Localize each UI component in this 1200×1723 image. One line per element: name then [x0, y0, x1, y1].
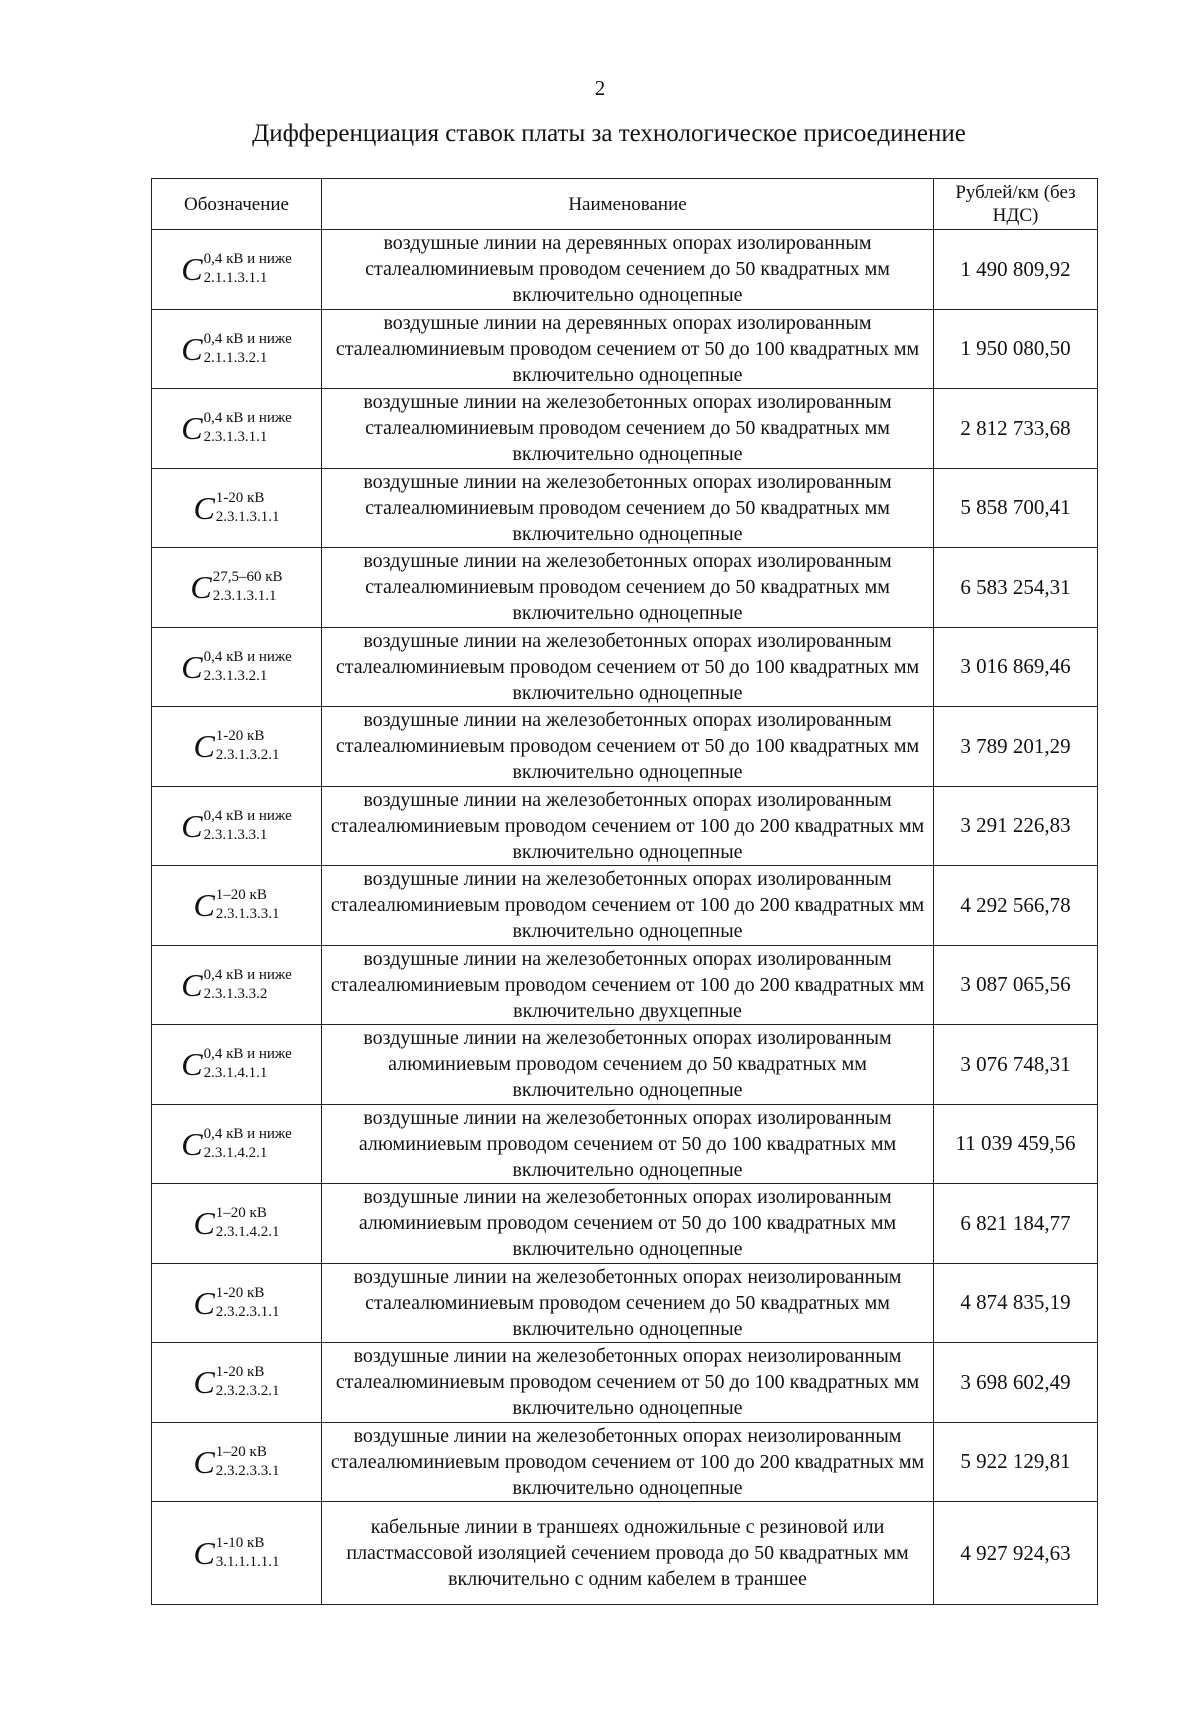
symbol-subscript: 2.3.1.3.1.1: [212, 588, 277, 605]
rate-symbol: [181, 332, 292, 366]
table-row: [152, 548, 1098, 628]
document-title: Дифференциация ставок платы за технологическое присоединение: [252, 120, 966, 147]
price-cell: 4 292 566,78: [934, 866, 1098, 946]
rate-symbol: [181, 252, 292, 286]
description-cell: воздушные линии на железобетонных опорах изолированным сталеалюминиевым проводом сечением от 100 до 200 квадратных мм включительно одноцепные: [322, 866, 934, 946]
symbol-superscript: 0,4 кВ и ниже: [203, 648, 292, 665]
symbol-superscript: 0,4 кВ и ниже: [203, 410, 292, 427]
table-row: [152, 1025, 1098, 1105]
rate-symbol: [181, 1127, 292, 1161]
symbol-letter: C: [193, 1364, 215, 1401]
rate-symbol: [181, 411, 292, 445]
header-designation: Обозначение: [152, 179, 322, 230]
page-number: 2: [594, 76, 606, 100]
designation-cell: [152, 945, 322, 1025]
table-row: [152, 627, 1098, 707]
designation-cell: [152, 468, 322, 548]
rate-symbol: [181, 650, 292, 684]
symbol-subscript: 2.3.1.3.2.1: [215, 747, 280, 764]
symbol-subscript: 2.3.1.4.2.1: [215, 1224, 280, 1241]
designation-cell: [152, 1343, 322, 1423]
symbol-letter: C: [181, 648, 203, 685]
description-cell: воздушные линии на железобетонных опорах изолированным алюминиевым проводом сечением до 50 квадратных мм включительно одноцепные: [322, 1025, 934, 1105]
description-cell: воздушные линии на железобетонных опорах изолированным алюминиевым проводом сечением от 50 до 100 квадратных мм включительно одноцепные: [322, 1104, 934, 1184]
symbol-subscript: 2.3.1.3.1.1: [203, 429, 268, 446]
symbol-superscript: 27,5–60 кВ: [212, 569, 283, 586]
symbol-subscript: 2.3.1.4.1.1: [203, 1065, 268, 1082]
description-cell: кабельные линии в траншеях одножильные с резиновой или пластмассовой изоляцией сечением провода до 50 квадратных мм включительно с одним кабелем в траншее: [322, 1502, 934, 1605]
designation-cell: [152, 309, 322, 389]
price-cell: 5 858 700,41: [934, 468, 1098, 548]
symbol-letter: C: [181, 1125, 203, 1162]
table-row: [152, 1184, 1098, 1264]
description-cell: воздушные линии на деревянных опорах изолированным сталеалюминиевым проводом сечением от 50 до 100 квадратных мм включительно одноцепные: [322, 309, 934, 389]
price-cell: 3 087 065,56: [934, 945, 1098, 1025]
rate-symbol: [193, 1536, 279, 1570]
rates-table: [151, 178, 1098, 1605]
symbol-subscript: 2.3.2.3.3.1: [215, 1462, 280, 1479]
symbol-letter: C: [181, 410, 203, 447]
symbol-subscript: 2.1.1.3.2.1: [203, 349, 268, 366]
rate-symbol: [181, 968, 292, 1002]
designation-cell: [152, 627, 322, 707]
symbol-letter: C: [193, 887, 215, 924]
designation-cell: [152, 548, 322, 628]
symbol-superscript: 0,4 кВ и ниже: [203, 1046, 292, 1063]
designation-cell: [152, 786, 322, 866]
symbol-letter: C: [193, 1535, 215, 1571]
description-cell: воздушные линии на железобетонных опорах неизолированным сталеалюминиевым проводом сечением от 50 до 100 квадратных мм включительно одноцепные: [322, 1343, 934, 1423]
symbol-letter: C: [193, 1284, 215, 1321]
description-cell: воздушные линии на железобетонных опорах изолированным сталеалюминиевым проводом сечением до 50 квадратных мм включительно одноцепные: [322, 468, 934, 548]
symbol-superscript: 1–20 кВ: [215, 1443, 267, 1460]
symbol-letter: C: [181, 1046, 203, 1083]
designation-cell: [152, 230, 322, 310]
description-cell: воздушные линии на железобетонных опорах изолированным сталеалюминиевым проводом сечением от 100 до 200 квадратных мм включительно одноцепные: [322, 786, 934, 866]
rate-symbol: [193, 1445, 279, 1479]
description-cell: воздушные линии на железобетонных опорах изолированным сталеалюминиевым проводом сечением до 50 квадратных мм включительно одноцепные: [322, 548, 934, 628]
description-cell: воздушные линии на железобетонных опорах изолированным алюминиевым проводом сечением от 50 до 100 квадратных мм включительно одноцепные: [322, 1184, 934, 1264]
rate-symbol: [181, 1047, 292, 1081]
description-cell: воздушные линии на железобетонных опорах неизолированным сталеалюминиевым проводом сечением до 50 квадратных мм включительно одноцепные: [322, 1263, 934, 1343]
symbol-subscript: 2.3.1.3.3.1: [215, 906, 280, 923]
designation-cell: [152, 389, 322, 469]
symbol-subscript: 2.3.2.3.1.1: [215, 1303, 280, 1320]
price-cell: 3 076 748,31: [934, 1025, 1098, 1105]
symbol-letter: C: [181, 251, 203, 288]
symbol-letter: C: [193, 728, 215, 765]
price-cell: 3 016 869,46: [934, 627, 1098, 707]
price-cell: 11 039 459,56: [934, 1104, 1098, 1184]
rate-symbol: [193, 729, 279, 763]
table-row: [152, 1502, 1098, 1605]
rate-symbol: [193, 1286, 279, 1320]
table-row: [152, 1343, 1098, 1423]
table-row: [152, 309, 1098, 389]
symbol-subscript: 2.3.1.3.2.1: [203, 667, 268, 684]
designation-cell: [152, 866, 322, 946]
symbol-subscript: 2.3.2.3.2.1: [215, 1383, 280, 1400]
table-row: [152, 945, 1098, 1025]
table-row: [152, 389, 1098, 469]
rate-symbol: [193, 888, 279, 922]
price-cell: 3 789 201,29: [934, 707, 1098, 787]
symbol-superscript: 1-20 кВ: [215, 1364, 265, 1381]
designation-cell: [152, 1263, 322, 1343]
rate-symbol: [193, 491, 279, 525]
price-cell: 5 922 129,81: [934, 1422, 1098, 1502]
symbol-superscript: 1-20 кВ: [215, 728, 265, 745]
symbol-superscript: 0,4 кВ и ниже: [203, 251, 292, 268]
header-price: Рублей/км (без НДС): [934, 179, 1098, 230]
table-row: [152, 1422, 1098, 1502]
rate-symbol: [193, 1365, 279, 1399]
designation-cell: [152, 1104, 322, 1184]
description-cell: воздушные линии на железобетонных опорах изолированным сталеалюминиевым проводом сечением от 50 до 100 квадратных мм включительно одноцепные: [322, 627, 934, 707]
designation-cell: [152, 1184, 322, 1264]
table-row: [152, 786, 1098, 866]
symbol-superscript: 0,4 кВ и ниже: [203, 330, 292, 347]
table-row: [152, 866, 1098, 946]
description-cell: воздушные линии на деревянных опорах изолированным сталеалюминиевым проводом сечением до 50 квадратных мм включительно одноцепные: [322, 230, 934, 310]
symbol-superscript: 1-10 кВ: [215, 1535, 265, 1551]
description-cell: воздушные линии на железобетонных опорах изолированным сталеалюминиевым проводом сечением до 50 квадратных мм включительно одноцепные: [322, 389, 934, 469]
rate-symbol: [190, 570, 282, 604]
description-cell: воздушные линии на железобетонных опорах изолированным сталеалюминиевым проводом сечением от 100 до 200 квадратных мм включительно двухцепные: [322, 945, 934, 1025]
table-body: [152, 230, 1098, 1605]
symbol-subscript: 2.1.1.3.1.1: [203, 270, 268, 287]
designation-cell: [152, 1422, 322, 1502]
price-cell: 4 927 924,63: [934, 1502, 1098, 1605]
header-name: Наименование: [322, 179, 934, 230]
designation-cell: [152, 1025, 322, 1105]
symbol-letter: C: [193, 1205, 215, 1242]
symbol-superscript: 0,4 кВ и ниже: [203, 807, 292, 824]
table-row: [152, 1104, 1098, 1184]
table-row: [152, 707, 1098, 787]
rate-symbol: [193, 1206, 279, 1240]
price-cell: 1 950 080,50: [934, 309, 1098, 389]
symbol-superscript: 1-20 кВ: [215, 489, 265, 506]
description-cell: воздушные линии на железобетонных опорах неизолированным сталеалюминиевым проводом сечением от 100 до 200 квадратных мм включительно одноцепные: [322, 1422, 934, 1502]
price-cell: 4 874 835,19: [934, 1263, 1098, 1343]
table-row: [152, 1263, 1098, 1343]
symbol-superscript: 0,4 кВ и ниже: [203, 1125, 292, 1142]
symbol-letter: C: [181, 966, 203, 1003]
designation-cell: [152, 707, 322, 787]
price-cell: 1 490 809,92: [934, 230, 1098, 310]
rate-symbol: [181, 809, 292, 843]
symbol-subscript: 2.3.1.3.1.1: [215, 508, 280, 525]
symbol-superscript: 1–20 кВ: [215, 1205, 267, 1222]
description-cell: воздушные линии на железобетонных опорах изолированным сталеалюминиевым проводом сечением от 50 до 100 квадратных мм включительно одноцепные: [322, 707, 934, 787]
symbol-subscript: 2.3.1.3.3.1: [203, 826, 268, 843]
designation-cell: [152, 1502, 322, 1605]
symbol-letter: C: [193, 1443, 215, 1480]
symbol-letter: C: [193, 489, 215, 526]
symbol-superscript: 1-20 кВ: [215, 1284, 265, 1301]
symbol-subscript: 2.3.1.4.2.1: [203, 1144, 268, 1161]
table-row: [152, 230, 1098, 310]
price-cell: 3 698 602,49: [934, 1343, 1098, 1423]
price-cell: 6 583 254,31: [934, 548, 1098, 628]
symbol-letter: C: [181, 807, 203, 844]
symbol-letter: C: [190, 569, 212, 606]
price-cell: 3 291 226,83: [934, 786, 1098, 866]
symbol-subscript: 3.1.1.1.1.1: [215, 1554, 280, 1570]
table-row: [152, 468, 1098, 548]
symbol-letter: C: [181, 330, 203, 367]
price-cell: 6 821 184,77: [934, 1184, 1098, 1264]
symbol-superscript: 1–20 кВ: [215, 887, 267, 904]
symbol-subscript: 2.3.1.3.3.2: [203, 985, 268, 1002]
symbol-superscript: 0,4 кВ и ниже: [203, 966, 292, 983]
price-cell: 2 812 733,68: [934, 389, 1098, 469]
table-header-row: [152, 179, 1098, 230]
